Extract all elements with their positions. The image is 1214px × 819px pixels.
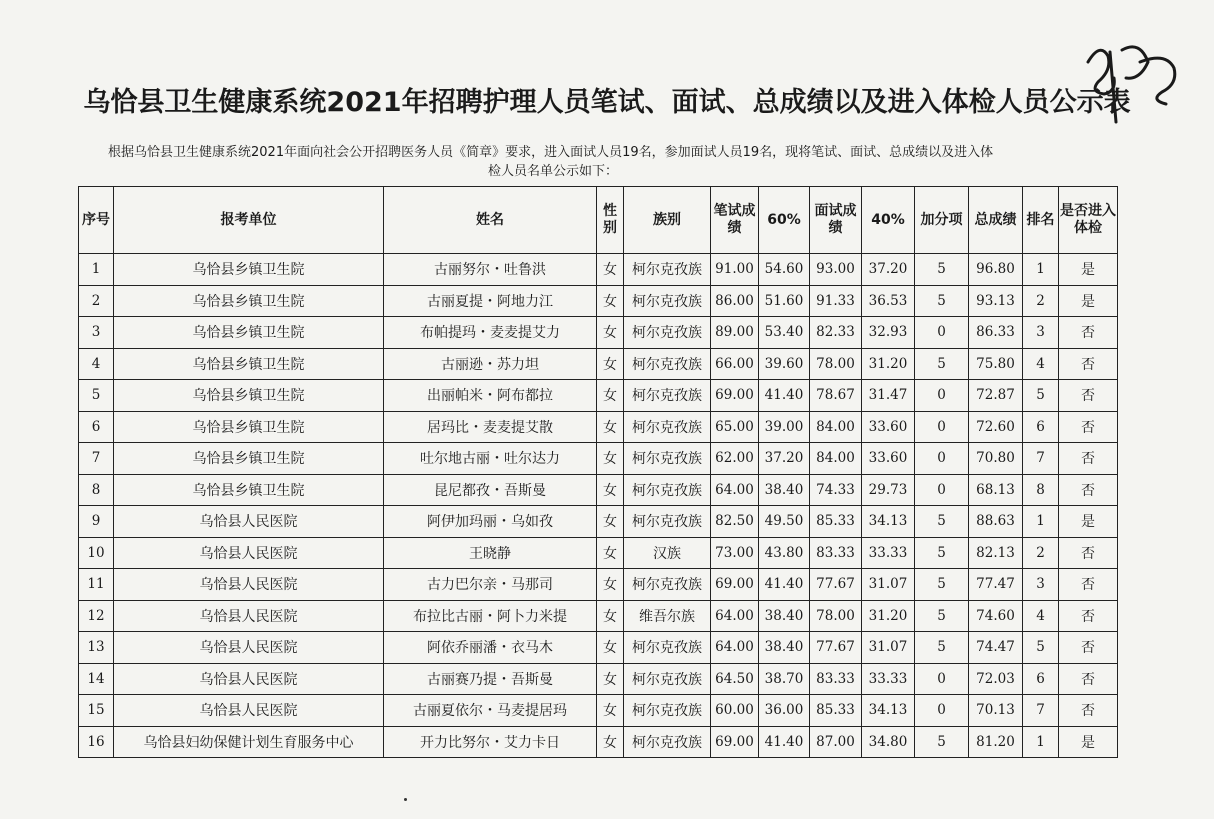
table-cell: 85.33 (810, 506, 862, 538)
table-cell: 6 (1023, 663, 1059, 695)
table-cell: 乌恰县人民医院 (114, 663, 384, 695)
table-cell: 汉族 (624, 537, 711, 569)
table-cell: 41.40 (759, 380, 810, 412)
table-cell: 5 (915, 348, 969, 380)
table-cell: 乌恰县人民医院 (114, 506, 384, 538)
table-cell: 5 (1023, 380, 1059, 412)
table-cell: 阿伊加玛丽・乌如孜 (384, 506, 597, 538)
table-cell: 女 (597, 348, 624, 380)
table-cell: 41.40 (759, 569, 810, 601)
table-cell: 86.33 (969, 317, 1023, 349)
table-cell: 女 (597, 254, 624, 286)
table-cell: 维吾尔族 (624, 600, 711, 632)
intro-paragraph (108, 143, 1138, 181)
page-title: 乌恰县卫生健康系统2021年招聘护理人员笔试、面试、总成绩以及进入体检人员公示表 (83, 87, 1131, 118)
table-cell: 柯尔克孜族 (624, 663, 711, 695)
table-cell: 否 (1059, 569, 1118, 601)
table-cell: 5 (915, 254, 969, 286)
table-cell: 5 (1023, 632, 1059, 664)
table-cell: 女 (597, 506, 624, 538)
column-header: 序号 (79, 187, 114, 254)
table-cell: 7 (79, 443, 114, 475)
table-cell: 96.80 (969, 254, 1023, 286)
table-cell: 柯尔克孜族 (624, 506, 711, 538)
table-cell: 0 (915, 411, 969, 443)
table-cell: 0 (915, 663, 969, 695)
table-row (79, 380, 1118, 412)
table-cell: 66.00 (711, 348, 759, 380)
table-cell: 古力巴尔亲・马那司 (384, 569, 597, 601)
table-cell: 否 (1059, 663, 1118, 695)
table-cell: 3 (79, 317, 114, 349)
column-header: 排名 (1023, 187, 1059, 254)
table-cell: 38.70 (759, 663, 810, 695)
table-cell: 阿依乔丽潘・衣马木 (384, 632, 597, 664)
table-cell: 柯尔克孜族 (624, 348, 711, 380)
table-cell: 64.00 (711, 632, 759, 664)
table-cell: 女 (597, 380, 624, 412)
table-cell: 女 (597, 474, 624, 506)
table-cell: 乌恰县乡镇卫生院 (114, 380, 384, 412)
table-cell: 31.07 (862, 632, 915, 664)
table-row (79, 569, 1118, 601)
table-cell: 柯尔克孜族 (624, 569, 711, 601)
table-cell: 柯尔克孜族 (624, 726, 711, 758)
table-cell: 柯尔克孜族 (624, 285, 711, 317)
table-cell: 乌恰县乡镇卫生院 (114, 474, 384, 506)
column-header: 笔试成绩 (711, 187, 759, 254)
table-row (79, 663, 1118, 695)
table-cell: 11 (79, 569, 114, 601)
table-cell: 78.00 (810, 348, 862, 380)
table-cell: 否 (1059, 474, 1118, 506)
stray-dot (404, 798, 407, 801)
table-cell: 5 (915, 726, 969, 758)
table-cell: 柯尔克孜族 (624, 443, 711, 475)
table-cell: 91.33 (810, 285, 862, 317)
table-cell: 15 (79, 695, 114, 727)
table-cell: 7 (1023, 443, 1059, 475)
table-cell: 38.40 (759, 632, 810, 664)
table-cell: 36.00 (759, 695, 810, 727)
table-cell: 29.73 (862, 474, 915, 506)
table-cell: 93.13 (969, 285, 1023, 317)
table-row (79, 695, 1118, 727)
table-cell: 2 (1023, 537, 1059, 569)
column-header: 族别 (624, 187, 711, 254)
table-cell: 否 (1059, 600, 1118, 632)
table-cell: 69.00 (711, 380, 759, 412)
table-cell: 否 (1059, 537, 1118, 569)
table-cell: 7 (1023, 695, 1059, 727)
table-cell: 6 (79, 411, 114, 443)
table-cell: 78.67 (810, 380, 862, 412)
table-cell: 乌恰县妇幼保健计划生育服务中心 (114, 726, 384, 758)
table-cell: 9 (79, 506, 114, 538)
table-cell: 昆尼都孜・吾斯曼 (384, 474, 597, 506)
table-cell: 女 (597, 411, 624, 443)
table-cell: 89.00 (711, 317, 759, 349)
column-header: 面试成绩 (810, 187, 862, 254)
table-cell: 柯尔克孜族 (624, 317, 711, 349)
table-cell: 43.80 (759, 537, 810, 569)
column-header: 是否进入体检 (1059, 187, 1118, 254)
table-cell: 女 (597, 285, 624, 317)
table-cell: 2 (1023, 285, 1059, 317)
table-cell: 33.33 (862, 663, 915, 695)
table-cell: 32.93 (862, 317, 915, 349)
table-cell: 女 (597, 600, 624, 632)
table-cell: 6 (1023, 411, 1059, 443)
table-row (79, 632, 1118, 664)
table-cell: 古丽逊・苏力坦 (384, 348, 597, 380)
table-cell: 12 (79, 600, 114, 632)
table-cell: 柯尔克孜族 (624, 254, 711, 286)
table-cell: 1 (1023, 506, 1059, 538)
table-cell: 5 (79, 380, 114, 412)
table-cell: 女 (597, 537, 624, 569)
table-cell: 33.33 (862, 537, 915, 569)
table-cell: 70.80 (969, 443, 1023, 475)
table-cell: 70.13 (969, 695, 1023, 727)
table-cell: 83.33 (810, 663, 862, 695)
table-cell: 2 (79, 285, 114, 317)
table-cell: 74.47 (969, 632, 1023, 664)
table-cell: 84.00 (810, 411, 862, 443)
table-cell: 88.63 (969, 506, 1023, 538)
table-cell: 69.00 (711, 726, 759, 758)
table-cell: 柯尔克孜族 (624, 411, 711, 443)
table-cell: 31.20 (862, 600, 915, 632)
table-cell: 0 (915, 695, 969, 727)
table-row (79, 254, 1118, 286)
table-row (79, 474, 1118, 506)
table-cell: 女 (597, 443, 624, 475)
table-cell: 37.20 (759, 443, 810, 475)
column-header: 姓名 (384, 187, 597, 254)
table-cell: 布拉比古丽・阿卜力米提 (384, 600, 597, 632)
table-cell: 王晓静 (384, 537, 597, 569)
table-cell: 古丽夏提・阿地力江 (384, 285, 597, 317)
table-cell: 古丽夏依尔・马麦提居玛 (384, 695, 597, 727)
table-cell: 8 (79, 474, 114, 506)
table-cell: 39.60 (759, 348, 810, 380)
table-cell: 4 (79, 348, 114, 380)
table-cell: 33.60 (862, 443, 915, 475)
table-cell: 女 (597, 632, 624, 664)
table-cell: 乌恰县人民医院 (114, 569, 384, 601)
table-cell: 乌恰县人民医院 (114, 600, 384, 632)
table-cell: 5 (915, 506, 969, 538)
table-cell: 74.33 (810, 474, 862, 506)
table-cell: 乌恰县人民医院 (114, 695, 384, 727)
table-cell: 否 (1059, 411, 1118, 443)
table-cell: 77.47 (969, 569, 1023, 601)
table-row (79, 411, 1118, 443)
column-header: 40% (862, 187, 915, 254)
table-cell: 5 (915, 569, 969, 601)
table-row (79, 726, 1118, 758)
table-row (79, 537, 1118, 569)
table-cell: 女 (597, 663, 624, 695)
table-cell: 38.40 (759, 474, 810, 506)
table-cell: 34.80 (862, 726, 915, 758)
table-cell: 64.50 (711, 663, 759, 695)
table-cell: 31.07 (862, 569, 915, 601)
table-cell: 87.00 (810, 726, 862, 758)
table-cell: 4 (1023, 600, 1059, 632)
table-cell: 74.60 (969, 600, 1023, 632)
results-table (78, 186, 1118, 758)
table-cell: 女 (597, 726, 624, 758)
column-header: 总成绩 (969, 187, 1023, 254)
table-cell: 81.20 (969, 726, 1023, 758)
table-row (79, 348, 1118, 380)
table-cell: 41.40 (759, 726, 810, 758)
table-cell: 72.60 (969, 411, 1023, 443)
table-cell: 乌恰县人民医院 (114, 632, 384, 664)
table-cell: 否 (1059, 380, 1118, 412)
table-cell: 女 (597, 695, 624, 727)
table-cell: 82.33 (810, 317, 862, 349)
table-cell: 83.33 (810, 537, 862, 569)
table-cell: 68.13 (969, 474, 1023, 506)
table-cell: 乌恰县人民医院 (114, 537, 384, 569)
table-cell: 8 (1023, 474, 1059, 506)
table-cell: 13 (79, 632, 114, 664)
table-cell: 否 (1059, 443, 1118, 475)
table-body (79, 254, 1118, 758)
table-cell: 34.13 (862, 695, 915, 727)
table-cell: 3 (1023, 317, 1059, 349)
table-cell: 0 (915, 317, 969, 349)
intro-line-1: 根据乌恰县卫生健康系统2021年面向社会公开招聘医务人员《简章》要求，进入面试人员19名，参加面试人员19名，现将笔试、面试、总成绩以及进入体 (108, 145, 994, 160)
table-cell: 72.03 (969, 663, 1023, 695)
table-cell: 是 (1059, 726, 1118, 758)
table-cell: 34.13 (862, 506, 915, 538)
table-row (79, 317, 1118, 349)
table-cell: 乌恰县乡镇卫生院 (114, 317, 384, 349)
table-cell: 77.67 (810, 632, 862, 664)
table-cell: 86.00 (711, 285, 759, 317)
table-cell: 乌恰县乡镇卫生院 (114, 254, 384, 286)
table-header-row (79, 187, 1118, 254)
table-cell: 69.00 (711, 569, 759, 601)
table-cell: 82.13 (969, 537, 1023, 569)
column-header: 60% (759, 187, 810, 254)
table-cell: 53.40 (759, 317, 810, 349)
table-cell: 75.80 (969, 348, 1023, 380)
table-cell: 是 (1059, 254, 1118, 286)
table-cell: 16 (79, 726, 114, 758)
table-row (79, 600, 1118, 632)
table-cell: 31.47 (862, 380, 915, 412)
table-cell: 62.00 (711, 443, 759, 475)
table-row (79, 443, 1118, 475)
table-cell: 出丽帕米・阿布都拉 (384, 380, 597, 412)
table-cell: 1 (1023, 254, 1059, 286)
table-cell: 4 (1023, 348, 1059, 380)
table-cell: 31.20 (862, 348, 915, 380)
table-cell: 柯尔克孜族 (624, 380, 711, 412)
column-header: 加分项 (915, 187, 969, 254)
table-cell: 0 (915, 474, 969, 506)
table-cell: 38.40 (759, 600, 810, 632)
table-cell: 柯尔克孜族 (624, 474, 711, 506)
column-header: 报考单位 (114, 187, 384, 254)
table-cell: 古丽努尔・吐鲁洪 (384, 254, 597, 286)
table-cell: 73.00 (711, 537, 759, 569)
intro-line-2: 检人员名单公示如下： (487, 164, 618, 179)
table-cell: 51.60 (759, 285, 810, 317)
table-cell: 古丽赛乃提・吾斯曼 (384, 663, 597, 695)
table-cell: 36.53 (862, 285, 915, 317)
table-cell: 0 (915, 380, 969, 412)
table-cell: 是 (1059, 285, 1118, 317)
table-row (79, 506, 1118, 538)
table-cell: 72.87 (969, 380, 1023, 412)
column-header: 性别 (597, 187, 624, 254)
table-cell: 84.00 (810, 443, 862, 475)
table-cell: 柯尔克孜族 (624, 632, 711, 664)
table-cell: 否 (1059, 317, 1118, 349)
table-cell: 77.67 (810, 569, 862, 601)
table-cell: 否 (1059, 632, 1118, 664)
table-cell: 柯尔克孜族 (624, 695, 711, 727)
table-cell: 54.60 (759, 254, 810, 286)
table-cell: 是 (1059, 506, 1118, 538)
table-cell: 39.00 (759, 411, 810, 443)
table-cell: 60.00 (711, 695, 759, 727)
table-cell: 女 (597, 569, 624, 601)
table-cell: 乌恰县乡镇卫生院 (114, 285, 384, 317)
table-cell: 91.00 (711, 254, 759, 286)
table-cell: 1 (79, 254, 114, 286)
table-cell: 布帕提玛・麦麦提艾力 (384, 317, 597, 349)
table-cell: 33.60 (862, 411, 915, 443)
table-cell: 吐尔地古丽・吐尔达力 (384, 443, 597, 475)
handwritten-signature (1070, 22, 1190, 132)
table-cell: 85.33 (810, 695, 862, 727)
table-row (79, 285, 1118, 317)
table-cell: 64.00 (711, 600, 759, 632)
table-cell: 5 (915, 600, 969, 632)
table-cell: 5 (915, 285, 969, 317)
table-cell: 否 (1059, 695, 1118, 727)
table-cell: 78.00 (810, 600, 862, 632)
table-cell: 65.00 (711, 411, 759, 443)
table-cell: 93.00 (810, 254, 862, 286)
table-cell: 5 (915, 537, 969, 569)
table-cell: 5 (915, 632, 969, 664)
table-cell: 64.00 (711, 474, 759, 506)
table-cell: 14 (79, 663, 114, 695)
table-cell: 乌恰县乡镇卫生院 (114, 411, 384, 443)
table-cell: 1 (1023, 726, 1059, 758)
table-cell: 82.50 (711, 506, 759, 538)
table-cell: 开力比努尔・艾力卡日 (384, 726, 597, 758)
table-cell: 居玛比・麦麦提艾散 (384, 411, 597, 443)
table-cell: 乌恰县乡镇卫生院 (114, 348, 384, 380)
table-cell: 乌恰县乡镇卫生院 (114, 443, 384, 475)
table-cell: 49.50 (759, 506, 810, 538)
table-cell: 37.20 (862, 254, 915, 286)
table-cell: 否 (1059, 348, 1118, 380)
table-cell: 0 (915, 443, 969, 475)
table-cell: 3 (1023, 569, 1059, 601)
table-cell: 女 (597, 317, 624, 349)
table-cell: 10 (79, 537, 114, 569)
